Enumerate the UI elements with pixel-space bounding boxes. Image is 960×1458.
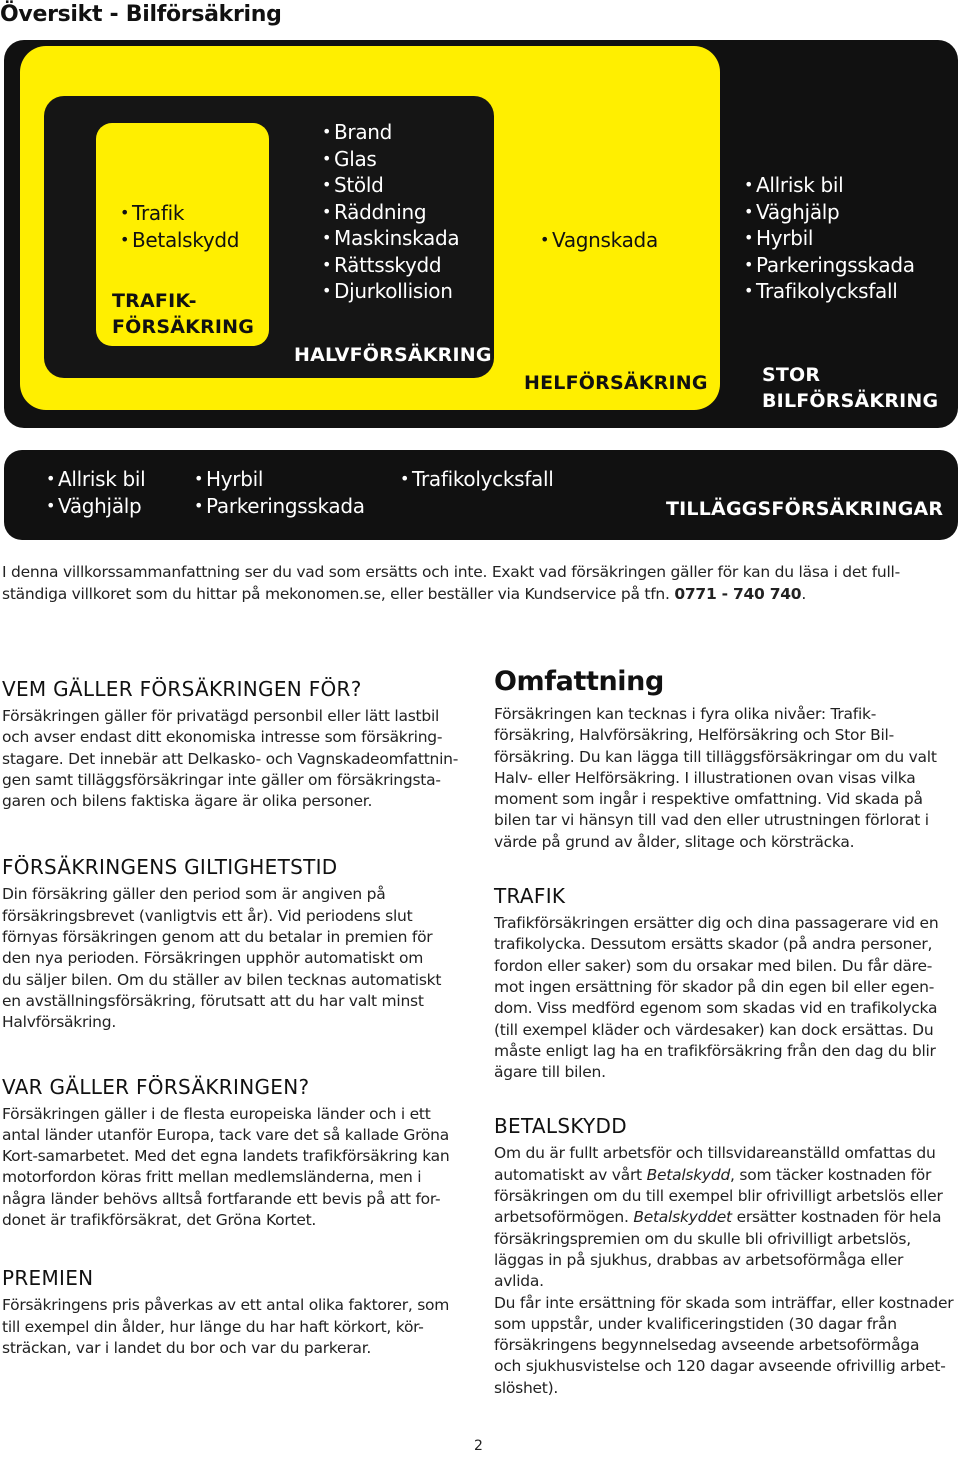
list-item: • Glas: [322, 146, 459, 173]
list-item: • Rättsskydd: [322, 252, 459, 279]
list-item: • Betalskydd: [120, 227, 239, 254]
section-var-galler: VAR GÄLLER FÖRSÄKRINGEN? Försäkringen gäller i de flesta europeiska länder och i ett antal länder utanför Europa, tack vare det så kallade Gröna Kort-samarbetet. Med det egna landets trafikförsäkring kan motorfordon köras fritt mellan medlemsländerna, men i några länder behövs alltså fortfarande ett bevis på att for- donet är trafikförsäkrat, det Gröna Kortet.: [2, 1074, 464, 1232]
list-item: • Trafikolycksfall: [400, 466, 553, 493]
helforsakring-label: HELFÖRSÄKRING: [524, 372, 708, 394]
left-column: [2, 676, 464, 1359]
section-omfattning: Omfattning Försäkringen kan tecknas i fyra olika nivåer: Trafik- försäkring, Halvförsäkring, Helförsäkring och Stor Bil- försäkring. Du kan lägga till tilläggsförsäkringar om du valt Halv- eller Helförsäkring. I illustrationen ovan visas vilka moment som ingår i respektive omfattning. Vid skada på bilen tar vi hänsyn till vad den eller utrustningen förlorat i värde på grund av ålder, slitage och körsträcka.: [494, 666, 956, 853]
list-item: • Parkeringsskada: [744, 252, 915, 279]
list-item: • Brand: [322, 119, 459, 146]
list-item: • Stöld: [322, 172, 459, 199]
section-heading: VEM GÄLLER FÖRSÄKRINGEN FÖR?: [2, 677, 362, 701]
page-number: 2: [474, 1438, 483, 1454]
section-heading: Omfattning: [494, 666, 664, 697]
list-item: • Trafik: [120, 200, 239, 227]
tillaggsforsakringar-box: [4, 450, 958, 540]
phone-number: 0771 - 740 740: [674, 584, 802, 603]
stor-bilforsakring-label: STOR BILFÖRSÄKRING: [762, 364, 939, 412]
tillagg-items-col1: [46, 466, 145, 519]
section-heading: TRAFIK: [494, 884, 566, 909]
hel-items-list: [540, 227, 658, 254]
section-heading: BETALSKYDD: [494, 1114, 627, 1139]
section-heading: PREMIEN: [2, 1266, 94, 1291]
trafik-items-list: [120, 200, 239, 253]
list-item: • Hyrbil: [744, 225, 915, 252]
list-item: • Allrisk bil: [46, 466, 145, 493]
section-premien: PREMIEN Försäkringens pris påverkas av ett antal olika faktorer, som till exempel din ålder, hur länge du har haft körkort, kör- sträckan, var i landet du bor och var du parkerar.: [2, 1265, 464, 1359]
section-betalskydd: BETALSKYDD Om du är fullt arbetsför och tillsvidareanställd omfattas du automatiskt av vårt Betalskydd, som täcker kostnaden för försäkringen om du till exempel blir ofrivilligt arbetslös eller arbetsoförmögen. Betalskyddet ersätter kostnaden för hela försäkringspremien om du skulle bli ofrivilligt arbetslös, läggas in på sjukhus, drabbas av arbetsoförmåga eller avlida. Du får inte ersättning för skada som inträffar, eller kostnader som uppstår, under kvalificeringstiden (30 dagar från försäkringens begynnelsedag avseende arbetsoförmåga och sjukhusvistelse och 120 dagar avseende ofrivillig arbet- slöshet).: [494, 1113, 956, 1399]
list-item: • Maskinskada: [322, 225, 459, 252]
section-trafik: TRAFIK Trafikförsäkringen ersätter dig och dina passagerare vid en trafikolycka. Dessutom ersätts skador (på andra personer, fordon eller saker) som du orsakar med bilen. Du får däre- mot ingen ersättning för skador på din egen bil eller egen- dom. Viss medförd egenom som skadas vid en trafikolycka (till exempel kläder och värdesaker) kan dock ersättas. Du måste enligt lag ha en trafikförsäkring från den dag du blir ägare till bilen.: [494, 883, 956, 1083]
list-item: • Väghjälp: [744, 199, 915, 226]
right-column: [494, 666, 956, 1399]
stor-items-list: [744, 172, 915, 305]
section-heading: VAR GÄLLER FÖRSÄKRINGEN?: [2, 1074, 310, 1099]
section-vem-galler: VEM GÄLLER FÖRSÄKRINGEN FÖR? Försäkringen gäller för privatägd personbil eller lätt lastbil och avser endast ditt ekonomiska intresse som försäkring- stagare. Det innebär att Delkasko- och Vagnskadeomfattnin- gen samt tilläggsförsäkringar inte gäller om försäkringsta- garen och bilens faktiska ägare är olika personer.: [2, 676, 464, 812]
tillaggsforsakringar-label: TILLÄGGSFÖRSÄKRINGAR: [666, 498, 944, 520]
halv-items-list: [322, 119, 459, 305]
list-item: • Trafikolycksfall: [744, 278, 915, 305]
list-item: • Väghjälp: [46, 493, 145, 520]
trafikforsakring-label: TRAFIK- FÖRSÄKRING: [112, 290, 255, 338]
tillagg-items-col2: [194, 466, 365, 519]
list-item: • Parkeringsskada: [194, 493, 365, 520]
list-item: • Räddning: [322, 199, 459, 226]
list-item: • Vagnskada: [540, 227, 658, 254]
list-item: • Hyrbil: [194, 466, 365, 493]
page-title: Översikt - Bilförsäkring: [0, 2, 282, 27]
list-item: • Djurkollision: [322, 278, 459, 305]
halvforsakring-label: HALVFÖRSÄKRING: [294, 344, 492, 366]
tillagg-items-col3: [400, 466, 553, 493]
section-heading: FÖRSÄKRINGENS GILTIGHETSTID: [2, 855, 338, 880]
section-giltighetstid: FÖRSÄKRINGENS GILTIGHETSTID Din försäkring gäller den period som är angiven på försäkringsbrevet (vanligtvis ett år). Vid periodens slut förnyas försäkringen genom att du betalar in premien för den nya perioden. Försäkringen upphör automatiskt om du säljer bilen. Om du ställer av bilen tecknas automatiskt en avställningsförsäkring, förutsatt att du har valt minst Halvförsäkring.: [2, 854, 464, 1033]
list-item: • Allrisk bil: [744, 172, 915, 199]
intro-text: I denna villkorssammanfattning ser du vad som ersätts och inte. Exakt vad försäkringen gäller för kan du läsa i det full- ständiga villkoret som du hittar på mekonomen.se, eller beställer via Kundservice på tfn. 0771 - 740 740.: [2, 563, 900, 603]
